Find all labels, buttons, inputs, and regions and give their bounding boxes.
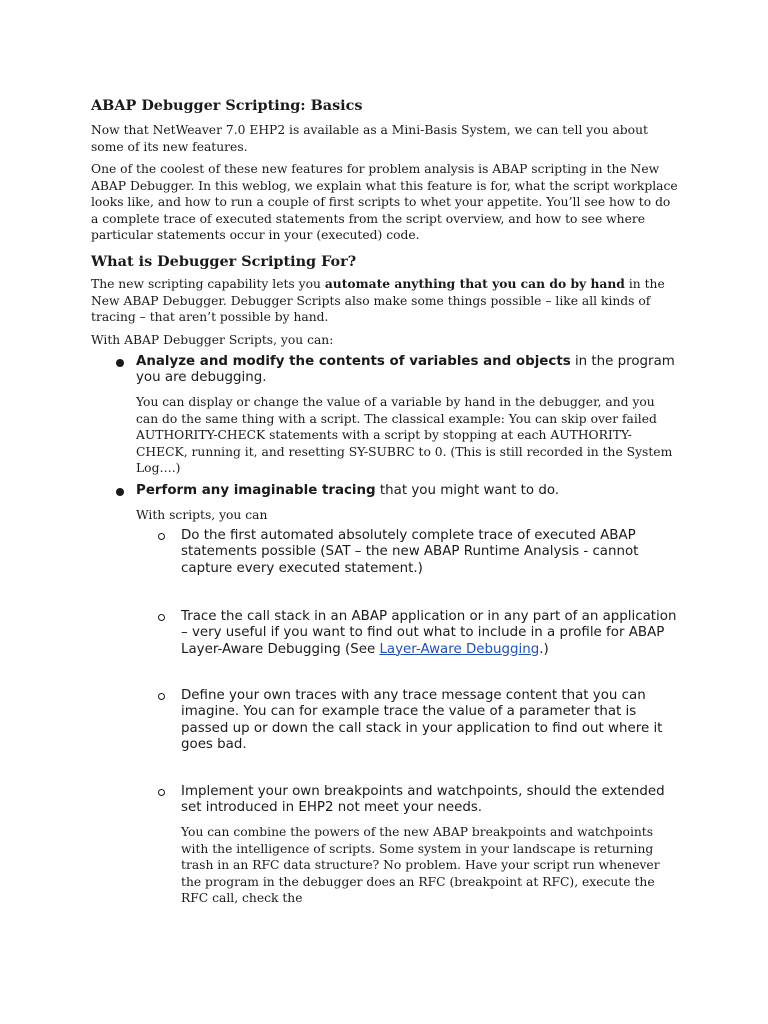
bullet-analyze-rest: in the program you are debugging. [136, 354, 675, 386]
layer-aware-debugging-link[interactable]: Layer-Aware Debugging [379, 641, 540, 657]
sub-breakpoints-paragraph: You can combine the powers of the new ABAP breakpoints and watchpoints with the intelligence of scripts. Some system in your landscape is returning trash in an RFC data structure? No problem. Have your script run whenever the program in the debugger does an RFC (breakpoint at RFC), execute the RFC call, check the [181, 825, 660, 906]
bullet-item-tracing [136, 483, 676, 499]
scripting-text-post: in the New ABAP Debugger. Debugger Scripts also make some things possible – like all kinds of tracing – that aren’t possible by hand. [91, 277, 665, 325]
intro-paragraph-1: Now that NetWeaver 7.0 EHP2 is available as a Mini-Basis System, we can tell you about some of its new features. [91, 123, 648, 154]
section-heading: What is Debugger Scripting For? [91, 253, 357, 270]
sub-item-breakpoints: Implement your own breakpoints and watchpoints, should the extended set introduced in EHP2 not meet your needs. [181, 784, 665, 816]
document-title: ABAP Debugger Scripting: Basics [91, 97, 363, 114]
sub-item-call-stack [181, 609, 681, 658]
scripting-text-bold: automate anything that you can do by hand [324, 276, 625, 291]
list-intro: With ABAP Debugger Scripts, you can: [91, 333, 334, 347]
bullet-icon [116, 359, 124, 367]
sub-call-stack-post: .) [539, 641, 549, 657]
circle-bullet-icon [158, 789, 165, 796]
bullet-tracing-bold: Perform any imaginable tracing [136, 483, 376, 498]
circle-bullet-icon [158, 614, 165, 621]
bullet-icon [116, 488, 124, 496]
circle-bullet-icon [158, 533, 165, 540]
bullet-tracing-paragraph: With scripts, you can [136, 508, 268, 522]
scripting-text-pre: The new scripting capability lets you [91, 277, 325, 291]
bullet-analyze-paragraph: You can display or change the value of a variable by hand in the debugger, and you can do the same thing with a script. The classical example: You can skip over failed AUTHORITY-CHECK statements with a script by stopping at each AUTHORITY-CHECK, running it, and resetting SY-SUBRC to 0. (This is still recorded in the System Log….) [136, 395, 673, 476]
scripting-paragraph [91, 276, 681, 326]
intro-paragraph-2: One of the coolest of these new features for problem analysis is ABAP scripting in the New ABAP Debugger. In this weblog, we explain what this feature is for, what the script workplace looks like, and how to run a couple of first scripts to whet your appetite. You’ll see how to do a complete trace of executed statements from the script overview, and how to see where particular statements occur in your (executed) code. [91, 162, 678, 243]
sub-item-complete-trace: Do the first automated absolutely complete trace of executed ABAP statements possible (SAT – the new ABAP Runtime Analysis - cannot capture every executed statement.) [181, 528, 639, 576]
circle-bullet-icon [158, 693, 165, 700]
bullet-tracing-rest: that you might want to do. [375, 483, 560, 498]
sub-call-stack-pre: Trace the call stack in an ABAP application or in any part of an application – very useful if you want to find out what to include in a profile for ABAP Layer-Aware Debugging (See [181, 609, 677, 657]
sub-item-own-traces: Define your own traces with any trace message content that you can imagine. You can for example trace the value of a parameter that is passed up or down the call stack in your application to find out where it goes bad. [181, 688, 663, 752]
bullet-item-analyze [136, 354, 676, 387]
bullet-analyze-bold: Analyze and modify the contents of variables and objects [136, 354, 571, 369]
